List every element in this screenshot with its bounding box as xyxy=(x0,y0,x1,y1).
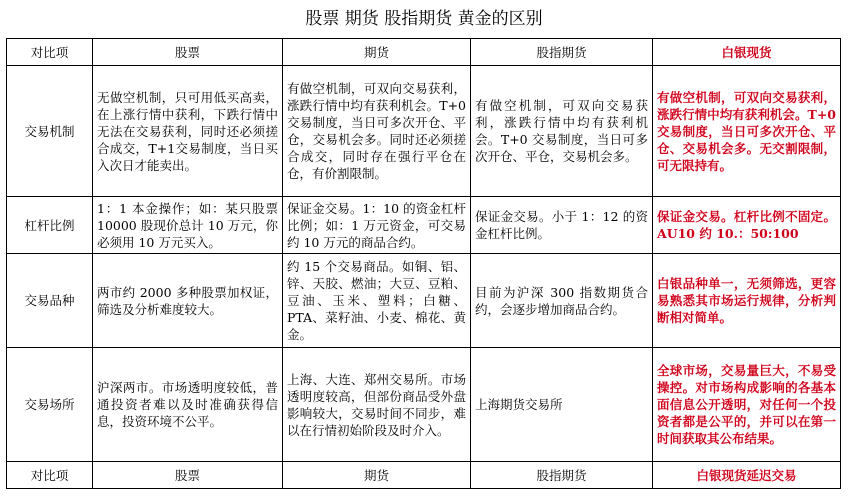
table-header-row xyxy=(7,39,841,66)
cell-futures: 上海、大连、郑州交易所。市场透明度较高，但部份商品受外盘影响较大，交易时间不同步，难以在行情初始阶段及时介入。 xyxy=(283,348,471,462)
table-row xyxy=(7,66,841,197)
footer-cell-futures: 期货 xyxy=(283,462,471,489)
page-title: 股票 期货 股指期货 黄金的区别 xyxy=(305,9,543,29)
cell-index-futures: 有做空机制，可双向交易获利，涨跌行情中均有获利机会。T+0 交易制度，当日可多次开仓、平仓，交易机会多。 xyxy=(471,66,653,197)
comparison-table xyxy=(6,38,841,489)
cell-futures: 保证金交易。1：10 的资金杠杆比例；如：1 万元资金，可交易约 10 万元的商品合约。 xyxy=(283,197,471,254)
footer-cell-item: 对比项 xyxy=(7,462,93,489)
cell-silver: 白银品种单一，无须筛选，更容易熟悉其市场运行规律，分析判断相对简单。 xyxy=(653,254,841,348)
header-cell-silver: 白银现货 xyxy=(653,39,841,66)
footer-cell-silver: 白银现货延迟交易 xyxy=(653,462,841,489)
cell-futures: 有做空机制，可双向交易获利，涨跌行情中均有获利机会。T+0 交易制度，当日可多次开仓、平仓，交易机会多。同时还必须搓合成交，同时存在强行平仓在仓，有价割限制。 xyxy=(283,66,471,197)
row-label: 杠杆比例 xyxy=(7,197,93,254)
cell-stock: 无做空机制，只可用低买高卖，在上涨行情中获利，下跌行情中无法在交易获利，同时还必须搓合成交，T+1交易制度，当日买入次日才能卖出。 xyxy=(93,66,283,197)
table-row xyxy=(7,348,841,462)
table-footer-row xyxy=(7,462,841,489)
header-cell-stock: 股票 xyxy=(93,39,283,66)
table-row xyxy=(7,197,841,254)
row-label: 交易品种 xyxy=(7,254,93,348)
row-label: 交易场所 xyxy=(7,348,93,462)
cell-stock: 两市约 2000 多种股票加权证，筛选及分析难度较大。 xyxy=(93,254,283,348)
cell-stock: 1：1 本金操作；如：某只股票 10000 股现价总计 10 万元，你必须用 10 万元买入。 xyxy=(93,197,283,254)
cell-silver: 保证金交易。杠杆比例不固定。AU10 约 10.：50:100 xyxy=(653,197,841,254)
table-row xyxy=(7,254,841,348)
cell-stock: 沪深两市。市场透明度较低，普通投资者难以及时准确获得信息，投资环境不公平。 xyxy=(93,348,283,462)
row-label: 交易机制 xyxy=(7,66,93,197)
footer-cell-stock: 股票 xyxy=(93,462,283,489)
cell-silver: 有做空机制，可双向交易获利，涨跌行情中均有获利机会。T+0 交易制度，当日可多次开仓、平仓、交易机会多。无交割限制，可无限持有。 xyxy=(653,66,841,197)
footer-cell-index-futures: 股指期货 xyxy=(471,462,653,489)
cell-silver: 全球市场，交易量巨大，不易受操控。对市场构成影响的各基本面信息公开透明，对任何一个投资者都是公平的，并可以在第一时间获取其公布结果。 xyxy=(653,348,841,462)
cell-index-futures: 上海期货交易所 xyxy=(471,348,653,462)
cell-index-futures: 目前为沪深 300 指数期货合约，会逐步增加商品合约。 xyxy=(471,254,653,348)
header-cell-item: 对比项 xyxy=(7,39,93,66)
header-cell-index-futures: 股指期货 xyxy=(471,39,653,66)
cell-index-futures: 保证金交易。小于 1：12 的资金杠杆比例。 xyxy=(471,197,653,254)
cell-futures: 约 15 个交易商品。如铜、铝、锌、天胶、燃油；大豆、豆粕、豆油、玉米、塑料；白糖、PTA、菜籽油、小麦、棉花、黄金。 xyxy=(283,254,471,348)
header-cell-futures: 期货 xyxy=(283,39,471,66)
